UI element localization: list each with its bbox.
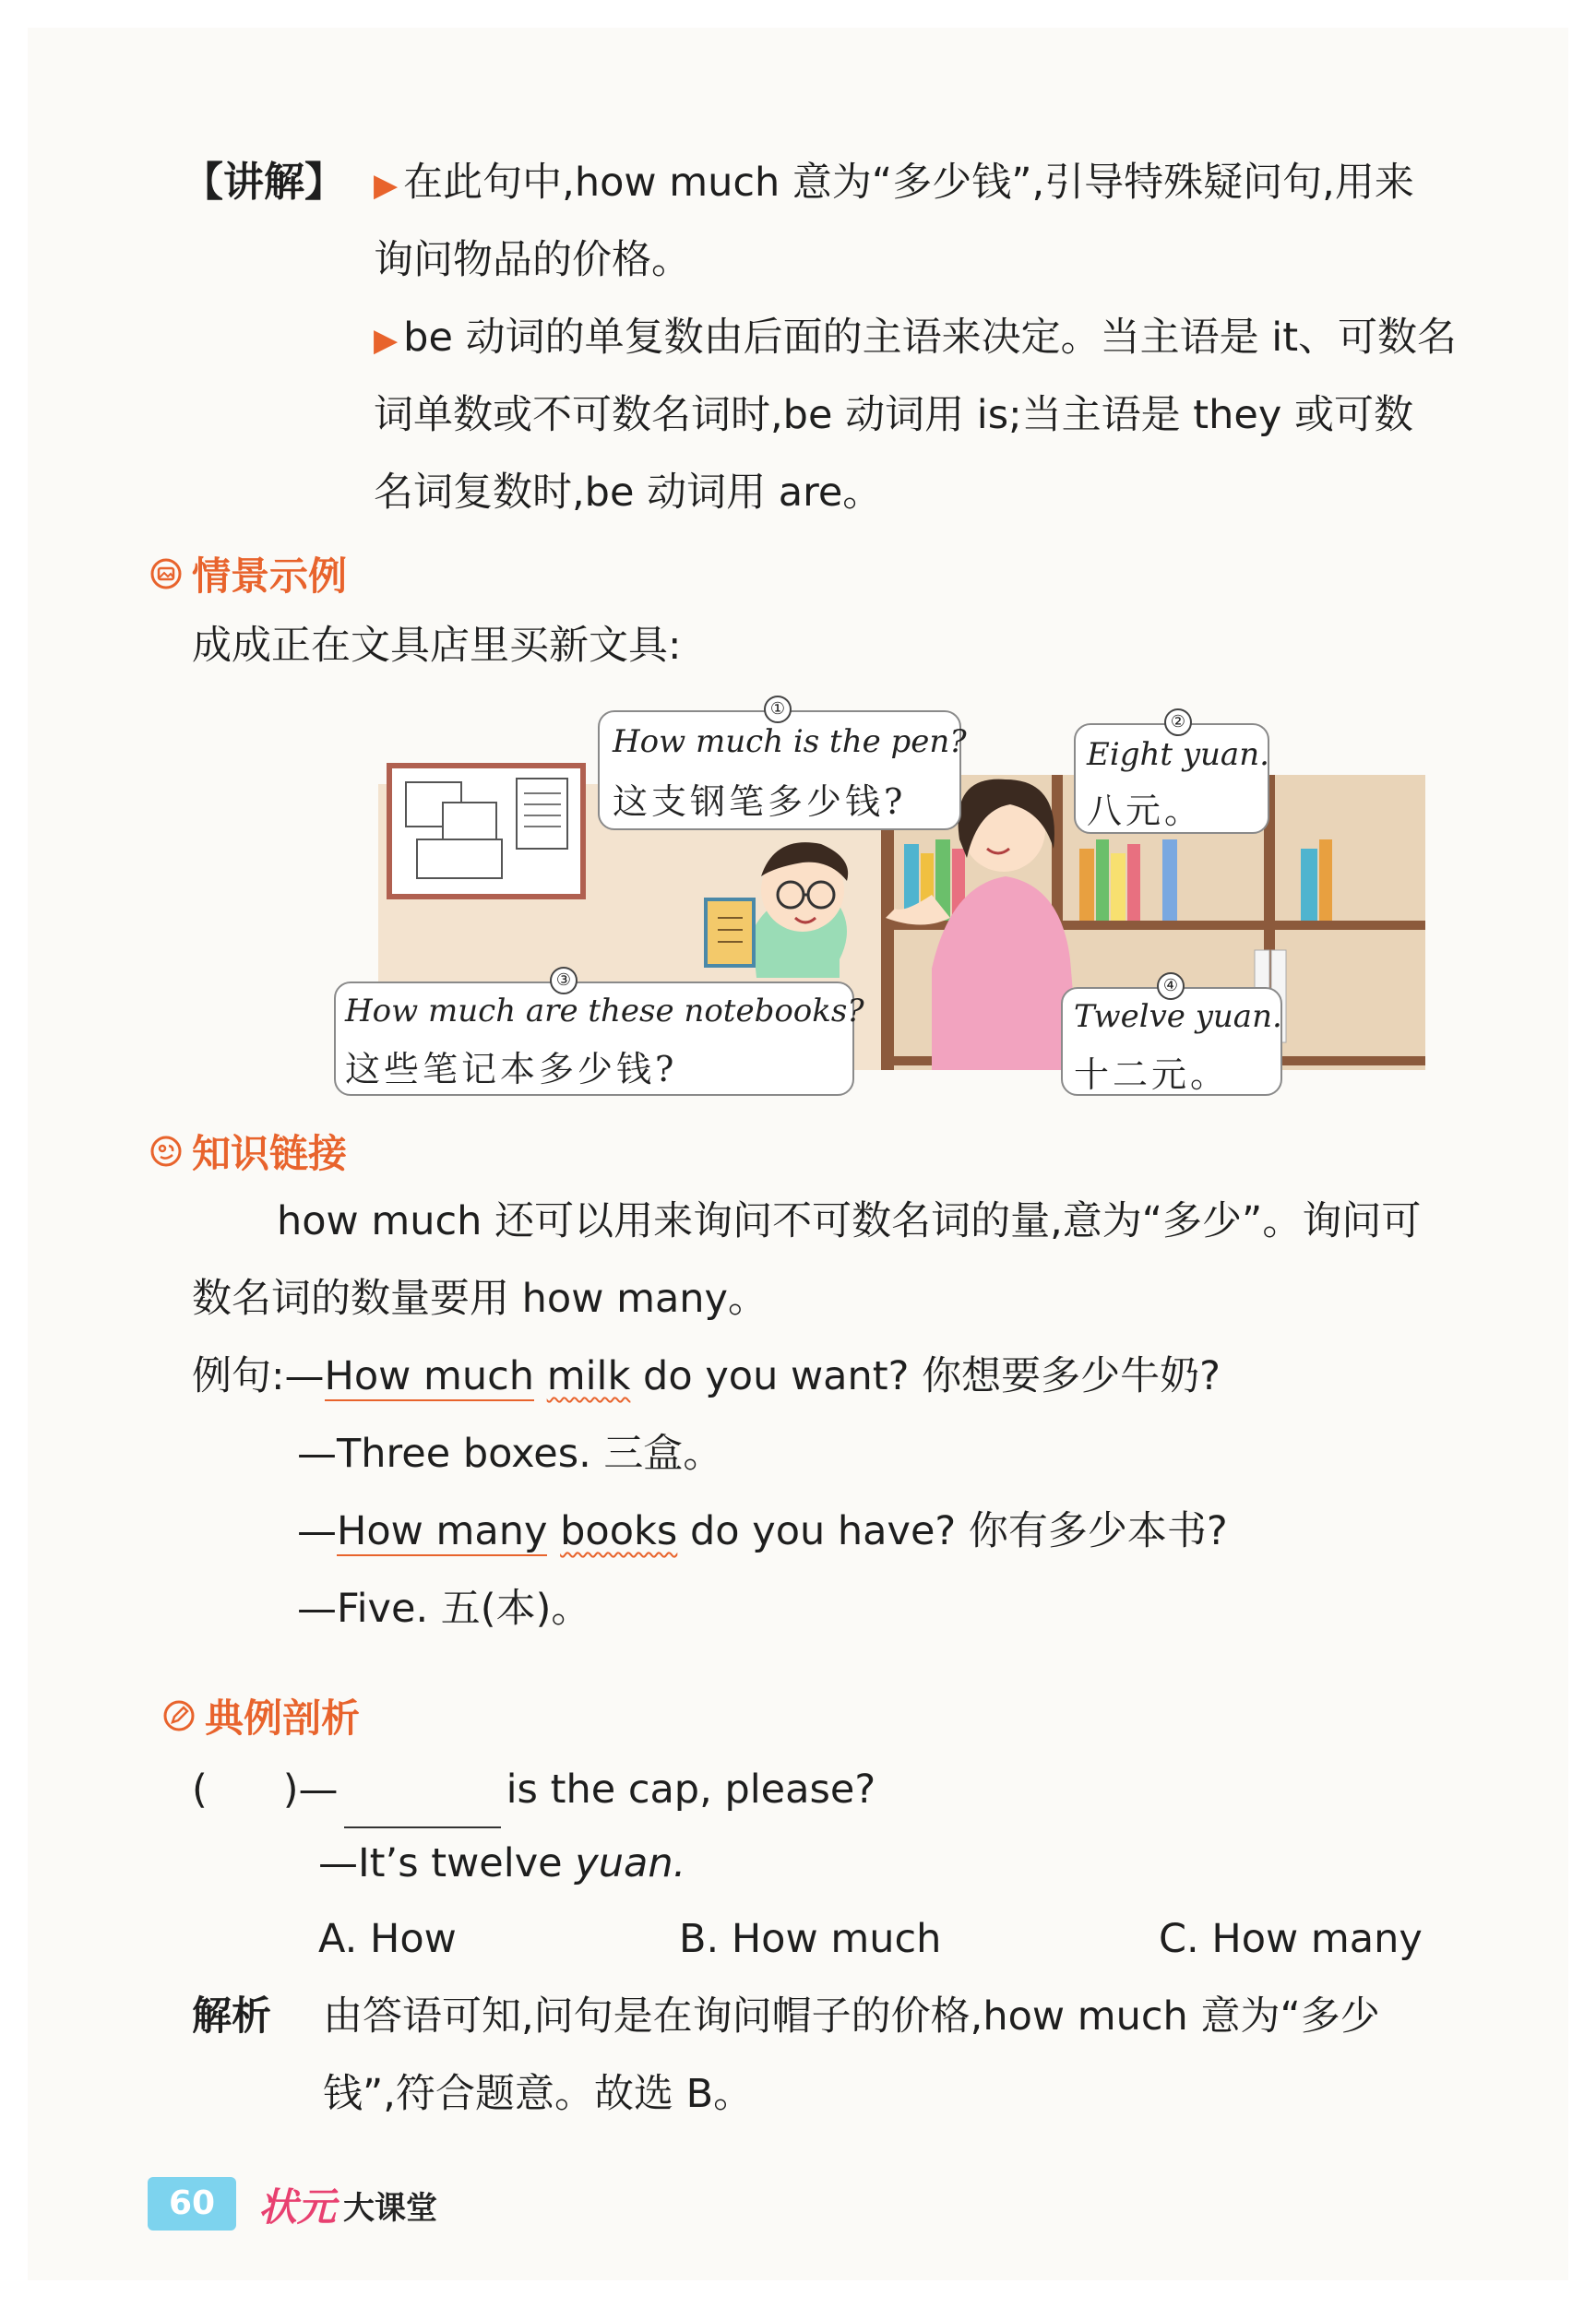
analysis-label: 解析 xyxy=(192,1993,271,2040)
option-a: A. How xyxy=(318,1916,457,1962)
knowledge-heading xyxy=(149,1124,347,1179)
option-b: B. How much xyxy=(679,1916,942,1962)
bullet-triangle-icon: ▶ xyxy=(374,322,399,359)
answer-yuan: yuan. xyxy=(575,1840,686,1886)
answer-paren-close: )— xyxy=(282,1767,339,1813)
question-line xyxy=(192,1751,875,1828)
circled-number-1: ① xyxy=(764,696,792,723)
explain-p1-line1-text: 在此句中,how much 意为“多少钱”,引导特殊疑问句,用来 xyxy=(403,160,1414,206)
knowledge-line2: 数名词的数量要用 how many。 xyxy=(192,1276,768,1322)
scene-icon xyxy=(149,557,183,590)
fill-in-blank xyxy=(344,1790,501,1828)
speech-bubble-2 xyxy=(1074,712,1269,834)
knowledge-icon xyxy=(149,1135,183,1168)
ex1-dash: — xyxy=(284,1353,325,1399)
pencil-icon xyxy=(162,1699,196,1732)
answer-paren-open: ( xyxy=(192,1767,208,1813)
explain-p1-line1 xyxy=(374,144,1414,224)
logo-text: 大课堂 xyxy=(343,2189,438,2227)
example-sentence-4: —Five. 五(本)。 xyxy=(297,1586,591,1632)
scene-heading-text: 情景示例 xyxy=(192,553,348,599)
answer-prefix: —It’s twelve xyxy=(318,1840,576,1886)
speech-bubble-4 xyxy=(1061,976,1282,1096)
knowledge-line1: how much 还可以用来询问不可数名词的量,意为“多少”。询问可 xyxy=(277,1198,1422,1244)
bubble-3-chinese: 这些笔记本多少钱? xyxy=(345,1049,678,1089)
ex3-dash: — xyxy=(297,1508,337,1554)
notice-board xyxy=(389,766,583,897)
footer-logo xyxy=(258,2177,437,2232)
scene-intro: 成成正在文具店里买新文具: xyxy=(192,623,682,669)
explain-p2-line1 xyxy=(374,299,1457,379)
circled-number-2: ② xyxy=(1164,708,1192,736)
example-sentence-3 xyxy=(297,1493,1228,1570)
speech-bubble-1 xyxy=(598,699,967,830)
explain-p2-line1-text: be 动词的单复数由后面的主语来决定。当主语是 it、可数名 xyxy=(403,315,1458,361)
bubble-2-chinese: 八元。 xyxy=(1087,791,1204,831)
ex1-milk: milk xyxy=(546,1353,631,1399)
bubble-4-english: Twelve yuan. xyxy=(1074,998,1282,1035)
bubble-2-english: Eight yuan. xyxy=(1087,736,1269,773)
bullet-triangle-icon: ▶ xyxy=(374,167,399,204)
circled-number-3: ③ xyxy=(550,967,578,994)
ex3-rest: do you have? 你有多少本书? xyxy=(677,1508,1228,1554)
example-sentence-1 xyxy=(192,1338,1221,1415)
explain-p2-line3: 名词复数时,be 动词用 are。 xyxy=(374,470,883,516)
example-heading xyxy=(162,1688,360,1743)
ex1-rest: do you want? 你想要多少牛奶? xyxy=(630,1353,1221,1399)
logo-script-text: 状元 xyxy=(258,2184,337,2230)
option-c: C. How many xyxy=(1159,1916,1423,1962)
bubble-1-english: How much is the pen? xyxy=(613,723,967,760)
explain-label: 【讲解】 xyxy=(183,159,345,206)
knowledge-heading-text: 知识链接 xyxy=(192,1131,348,1176)
analysis-line1: 由答语可知,问句是在询问帽子的价格,how much 意为“多少 xyxy=(323,1993,1380,2040)
ex3-how-many: How many xyxy=(337,1508,548,1554)
analysis-line2: 钱”,符合题意。故选 B。 xyxy=(323,2071,754,2117)
bubble-4-chinese: 十二元。 xyxy=(1074,1054,1230,1095)
explain-p1-line2: 询问物品的价格。 xyxy=(374,237,691,283)
scene-heading xyxy=(149,546,347,601)
ex3-books: books xyxy=(560,1508,678,1554)
speech-bubble-3 xyxy=(334,970,864,1096)
ex1-how-much: How much xyxy=(324,1353,535,1399)
answer-line xyxy=(318,1825,685,1902)
question-rest: is the cap, please? xyxy=(506,1767,876,1813)
example-sentence-2: —Three boxes. 三盒。 xyxy=(297,1431,723,1477)
page-number: 60 xyxy=(148,2177,236,2231)
bubble-3-english: How much are these notebooks? xyxy=(345,993,864,1029)
bubble-1-chinese: 这支钢笔多少钱? xyxy=(613,781,907,822)
explain-p2-line2: 词单数或不可数名词时,be 动词用 is;当主语是 they 或可数 xyxy=(374,392,1413,438)
circled-number-4: ④ xyxy=(1157,972,1185,1000)
example-heading-text: 典例剖析 xyxy=(205,1695,361,1741)
example-label: 例句: xyxy=(192,1353,285,1399)
